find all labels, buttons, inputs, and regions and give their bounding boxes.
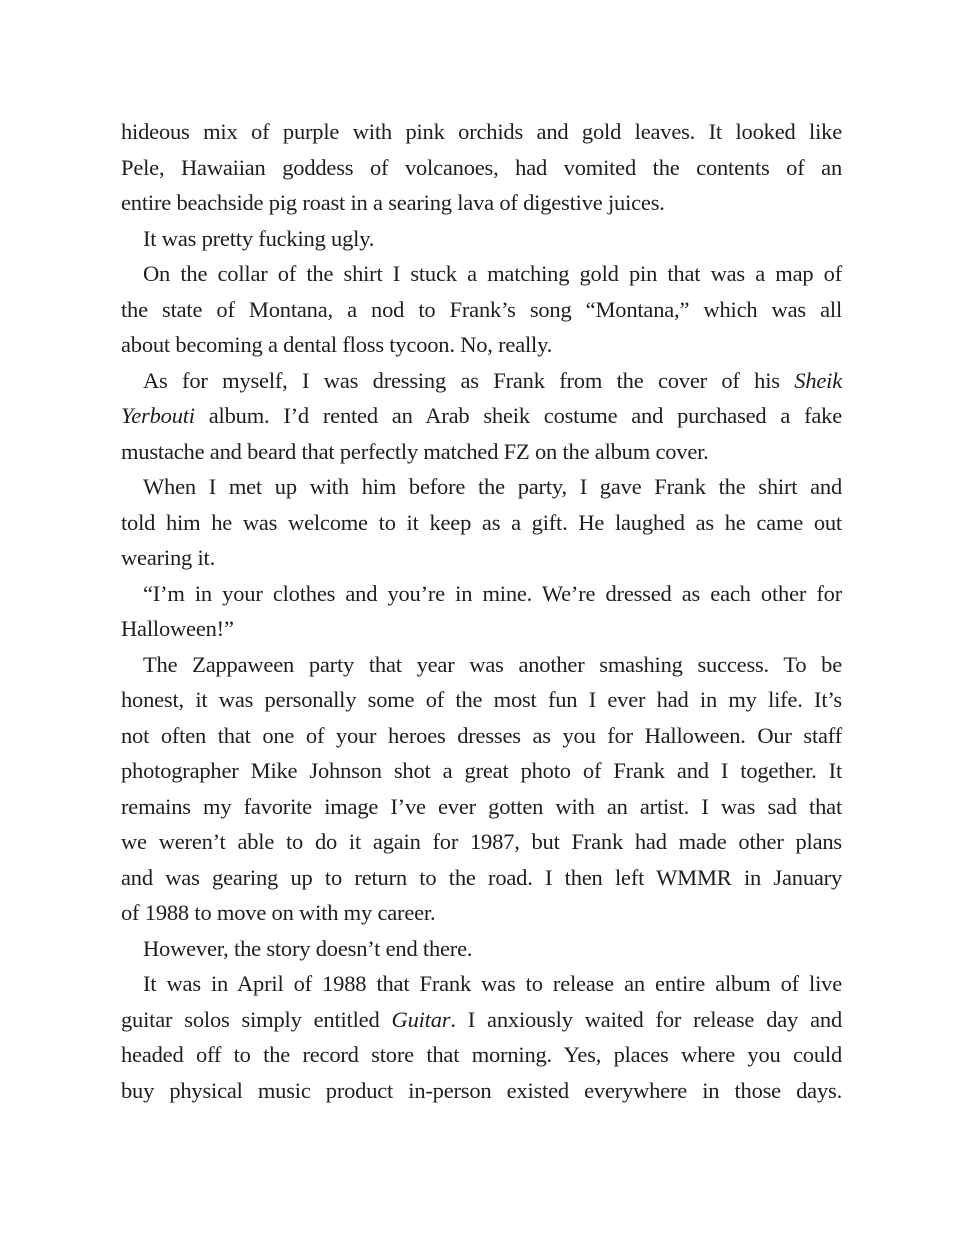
text-line: the state of Montana, a nod to Frank’s song “Montana,” which was all: [121, 296, 842, 322]
text-line: mustache and beard that perfectly matched FZ on the album cover.: [121, 438, 709, 464]
book-page: [121, 114, 842, 1108]
text-line: of 1988 to move on with my career.: [121, 900, 436, 925]
paragraph: [121, 256, 842, 363]
text-line: honest, it was personally some of the most fun I ever had in my life. It’s: [121, 687, 842, 712]
text-line: we weren’t able to do it again for 1987, but Frank had made other plans: [121, 829, 842, 854]
text-line: told him he was welcome to it keep as a gift. He laughed as he came out: [121, 509, 842, 535]
text-line: When I met up with him before the party, I gave Frank the shirt and: [143, 474, 842, 499]
text-line: Pele, Hawaiian goddess of volcanoes, had vomited the contents of an: [121, 154, 842, 180]
text-line: not often that one of your heroes dresses as you for Halloween. Our staff: [121, 722, 842, 748]
text-line: remains my favorite image I’ve ever gotten with an artist. I was sad that: [121, 793, 842, 819]
text-line: wearing it.: [121, 545, 216, 570]
text-line: Halloween!”: [121, 616, 234, 641]
text-line: The Zappaween party that year was another smashing success. To be: [143, 651, 842, 677]
paragraph: [121, 931, 842, 967]
text-line: [121, 398, 842, 434]
text-line: and was gearing up to return to the road. I then left WMMR in January: [121, 864, 842, 890]
text-run: As for myself, I was dressing as Frank from the cover of his: [143, 367, 795, 393]
text-line: [121, 363, 842, 399]
album-title-italic: Guitar: [391, 1006, 451, 1032]
album-title-italic: Yerbouti: [121, 403, 195, 428]
text-line: It was pretty fucking ugly.: [143, 225, 375, 251]
text-line: It was in April of 1988 that Frank was to release an entire album of live: [143, 971, 842, 996]
text-run: . I anxiously waited for release day and: [450, 1006, 843, 1032]
text-run: album. I’d rented an Arab sheik costume and purchased a fake: [194, 403, 842, 428]
text-line: hideous mix of purple with pink orchids and gold leaves. It looked like: [121, 119, 842, 144]
text-line: On the collar of the shirt I stuck a matching gold pin that was a map of: [143, 261, 842, 286]
text-line: However, the story doesn’t end there.: [143, 935, 473, 961]
paragraph: [121, 647, 842, 931]
text-line: [121, 1002, 842, 1038]
text-line: about becoming a dental floss tycoon. No, really.: [121, 332, 553, 357]
paragraph: [121, 966, 842, 1108]
text-run: guitar solos simply entitled: [121, 1006, 392, 1032]
paragraph: [121, 363, 842, 470]
text-line: buy physical music product in-person existed everywhere in those days.: [121, 1077, 842, 1103]
paragraph: [121, 576, 842, 647]
album-title-italic: Sheik: [794, 367, 842, 393]
paragraph: [121, 221, 842, 257]
text-line: entire beachside pig roast in a searing lava of digestive juices.: [121, 190, 665, 215]
paragraph: [121, 114, 842, 221]
paragraph: [121, 469, 842, 576]
text-line: “I’m in your clothes and you’re in mine. We’re dressed as each other for: [143, 580, 842, 606]
text-line: headed off to the record store that morning. Yes, places where you could: [121, 1042, 842, 1067]
text-line: photographer Mike Johnson shot a great photo of Frank and I together. It: [121, 758, 842, 783]
